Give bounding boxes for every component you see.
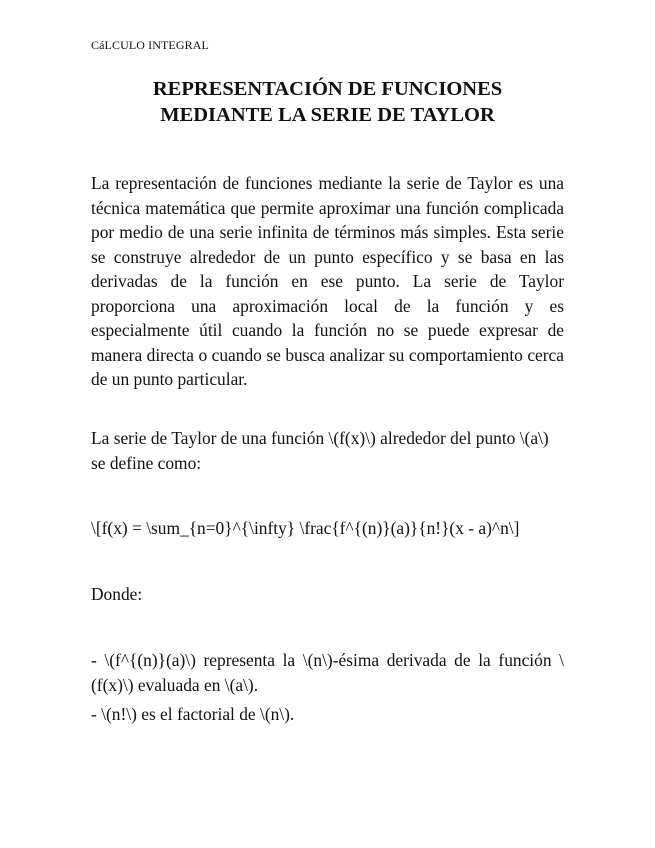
bullet-item-factorial: - \(n!\) es el factorial de \(n\).	[91, 704, 295, 724]
definition-paragraph: La serie de Taylor de una función \(f(x)\) alrededor del punto \(a\) se define como:	[91, 428, 549, 473]
taylor-formula: \[f(x) = \sum_{n=0}^{\infty} \frac{f^{(n)}(a)}{n!}(x - a)^n\]	[91, 518, 520, 538]
intro-paragraph: La representación de funciones mediante la serie de Taylor es una técnica matemática que permite aproximar una función complicada por medio de una serie infinita de términos más simples. Esta serie se construye alrededor de un punto específico y se basa en las derivadas de la función en ese punto. La serie de Taylor proporciona una aproximación local de la función y es especialmente útil cuando la función no se puede expresar de manera directa o cuando se busca analizar su comportamiento cerca de un punto particular.	[91, 173, 564, 389]
running-header: CáLCULO INTEGRAL	[91, 38, 209, 52]
document-title	[91, 76, 564, 128]
title-line-1: REPRESENTACIÓN DE FUNCIONES	[152, 78, 503, 100]
donde-label: Donde:	[91, 584, 143, 604]
title-line-2: MEDIANTE LA SERIE DE TAYLOR	[160, 104, 495, 126]
bullet-item-derivative: - \(f^{(n)}(a)\) representa la \(n\)-ésima derivada de la función \(f(x)\) evaluada en \(a\).	[91, 650, 564, 695]
